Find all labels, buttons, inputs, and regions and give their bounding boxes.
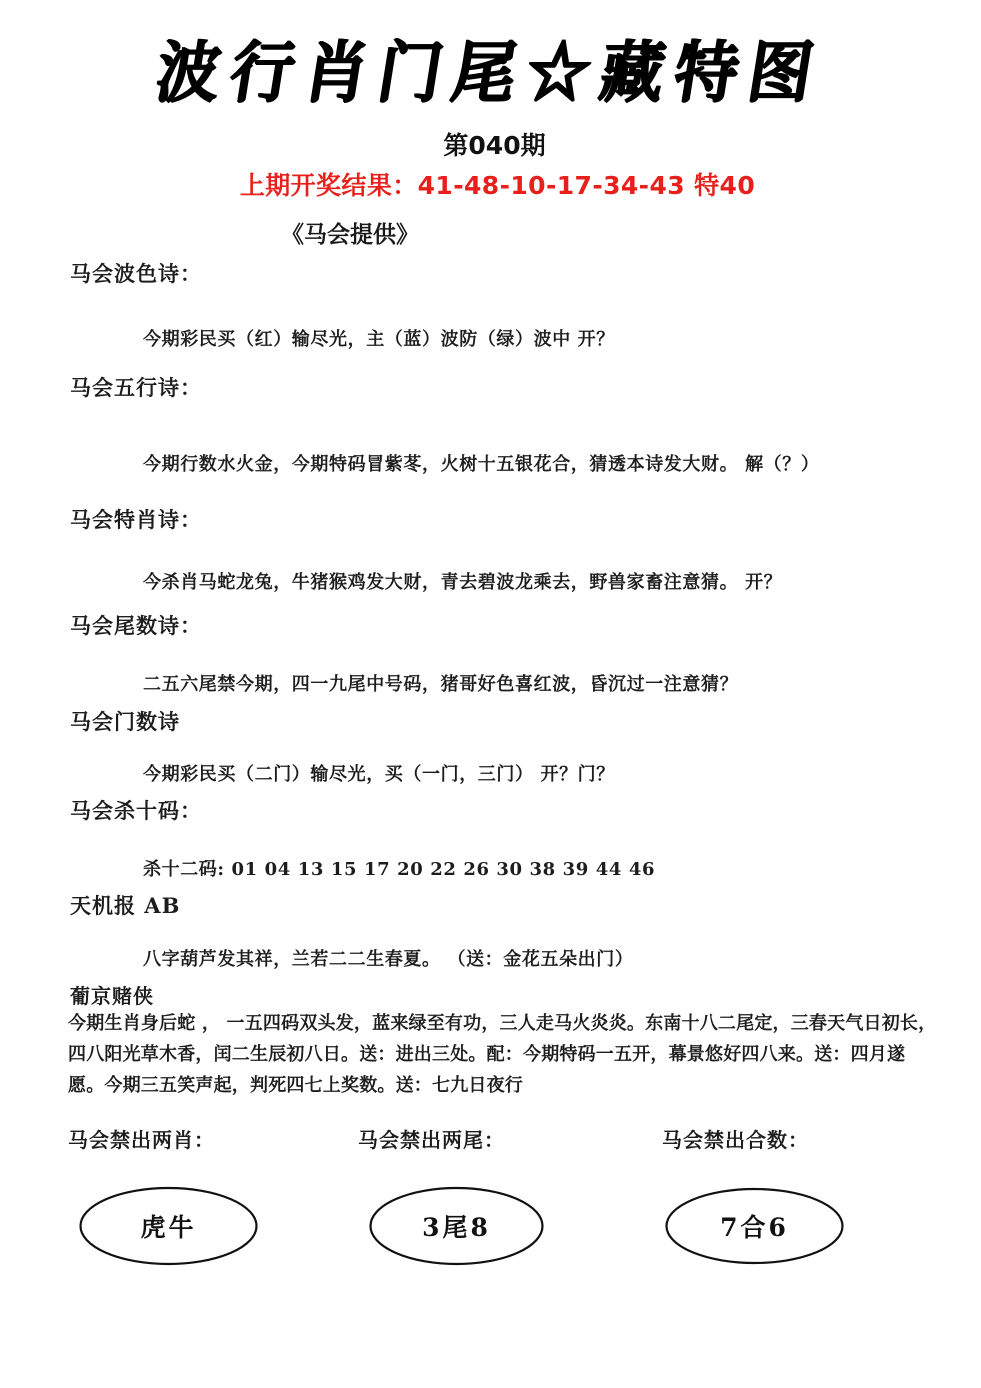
page-title: 波行肖门尾☆藏特图 bbox=[150, 33, 829, 112]
section-heading-pujing: 葡京赌侠 bbox=[70, 984, 154, 1008]
forbidden-label-sum: 马会禁出合数： bbox=[662, 1128, 809, 1152]
section-heading-bose: 马会波色诗： bbox=[70, 261, 202, 286]
section-verse-tianji: 八字葫芦发其祥，兰若二二生春夏。 （送：金花五朵出门） bbox=[143, 949, 634, 970]
kill-codes-list: 杀十二码: 01 04 13 15 17 20 22 26 30 38 39 44 46 bbox=[143, 859, 656, 880]
section-heading-menshu: 马会门数诗 bbox=[70, 709, 180, 734]
section-verse-texiao: 今杀肖马蛇龙兔，牛猪猴鸡发大财，青去碧波龙乘去，野兽家畜注意猜。 开？ bbox=[143, 572, 783, 593]
draw-result-text: 上期开奖结果：41-48-10-17-34-43 特40 bbox=[239, 171, 756, 200]
section-verse-bose: 今期彩民买（红）输尽光，主（蓝）波防（绿）波中 开？ bbox=[143, 329, 615, 350]
forbidden-group-tail bbox=[358, 1124, 658, 1267]
section-heading-texiao: 马会特肖诗： bbox=[70, 507, 202, 532]
section-heading-tianji: 天机报 AB bbox=[70, 893, 181, 918]
section-heading-wuxing: 马会五行诗： bbox=[70, 375, 202, 400]
forbidden-group-sum bbox=[662, 1124, 962, 1267]
section-verse-weishu: 二五六尾禁今期，四一九尾中号码，猪哥好色喜红波，昏沉过一注意猜？ bbox=[143, 674, 739, 695]
forbidden-group-zodiac bbox=[68, 1124, 368, 1267]
forbidden-oval-sum bbox=[662, 1185, 847, 1267]
section-paragraph-pujing: 今期生肖身后蛇 ， 一五四码双头发，蓝来绿至有功，三人走马火炎炎。东南十八二尾定，三春天气日初长，四八阳光草木香，闰二生辰初八日。送：进出三处。配：今期特码一五开，幕景悠好四八来。送：四月遂愿。今期三五笑声起，判死四七上奖数。送：七九日夜行 bbox=[68, 1013, 937, 1096]
forbidden-label-tail: 马会禁出两尾： bbox=[358, 1128, 505, 1152]
section-verse-wuxing: 今期行数水火金，今期特码冒紫苳，火树十五银花合，猜透本诗发大财。 解（？） bbox=[143, 454, 820, 475]
source-credit: 《马会提供》 bbox=[281, 221, 419, 248]
forbidden-row bbox=[0, 1124, 981, 1324]
section-heading-shashima: 马会杀十码： bbox=[70, 798, 202, 823]
issue-number: 第040期 bbox=[443, 131, 546, 160]
forbidden-oval-tail bbox=[364, 1185, 549, 1267]
masthead bbox=[0, 22, 981, 113]
forbidden-value-sum: 7合6 bbox=[720, 1213, 789, 1242]
forbidden-value-zodiac: 虎牛 bbox=[140, 1213, 197, 1242]
section-heading-weishu: 马会尾数诗： bbox=[70, 613, 202, 638]
forbidden-oval-zodiac bbox=[76, 1185, 261, 1267]
forbidden-value-tail: 3尾8 bbox=[422, 1213, 491, 1242]
section-verse-menshu: 今期彩民买（二门）输尽光，买（一门，三门） 开？门？ bbox=[143, 764, 615, 785]
forbidden-label-zodiac: 马会禁出两肖： bbox=[68, 1128, 215, 1152]
previous-draw-result bbox=[0, 166, 981, 202]
